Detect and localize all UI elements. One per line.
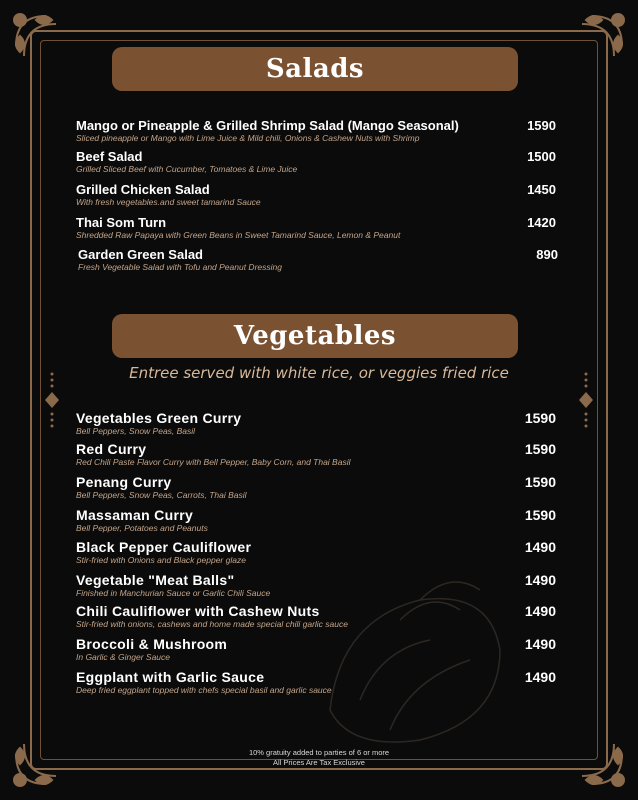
menu-item-price: 1490 — [524, 539, 556, 555]
salads-section-banner — [112, 47, 518, 91]
menu-item-price: 1590 — [524, 474, 556, 490]
menu-item-name: Thai Som Turn — [76, 215, 167, 230]
menu-item-price: 1490 — [524, 669, 556, 685]
corner-ornament-icon — [562, 6, 632, 76]
menu-item-name: Red Curry — [76, 441, 147, 457]
menu-item — [76, 182, 558, 208]
menu-item-name: Mango or Pineapple & Grilled Shrimp Salad (Mango Seasonal) — [76, 118, 459, 133]
menu-item — [76, 669, 558, 696]
menu-item-description: Bell Pepper, Potatoes and Peanuts — [76, 523, 208, 533]
menu-item-description: Finished in Manchurian Sauce or Garlic Chili Sauce — [76, 588, 271, 598]
menu-item-name: Grilled Chicken Salad — [76, 182, 210, 197]
menu-item — [78, 247, 560, 273]
menu-item-description: In Garlic & Ginger Sauce — [76, 652, 171, 662]
menu-item-price: 1590 — [527, 118, 556, 133]
menu-item-description: Stir-fried with onions, cashews and home made special chili garlic sauce — [76, 619, 348, 629]
menu-item-name: Eggplant with Garlic Sauce — [76, 669, 265, 685]
menu-item-price: 1590 — [524, 507, 556, 523]
menu-item-price: 1450 — [527, 182, 556, 197]
menu-item-description: Bell Peppers, Snow Peas, Basil — [76, 426, 196, 436]
menu-item — [76, 572, 558, 599]
menu-item-description: Red Chili Paste Flavor Curry with Bell Pepper, Baby Corn, and Thai Basil — [76, 457, 351, 467]
corner-ornament-icon — [6, 6, 76, 76]
menu-item-description: With fresh vegetables.and sweet tamarind Sauce — [76, 197, 261, 207]
menu-item-description: Stir-fried with Onions and Black pepper glaze — [76, 555, 246, 565]
menu-item-name: Garden Green Salad — [78, 247, 203, 262]
salads-section-title: Salads — [265, 54, 365, 84]
menu-item — [76, 410, 558, 437]
menu-item-name: Vegetables Green Curry — [76, 410, 242, 426]
menu-item-name: Chili Cauliflower with Cashew Nuts — [76, 603, 320, 619]
menu-item-description: Bell Peppers, Snow Peas, Carrots, Thai Basil — [76, 490, 247, 500]
menu-item-description: Shredded Raw Papaya with Green Beans in Sweet Tamarind Sauce, Lemon & Peanut — [76, 230, 401, 240]
menu-item-name: Beef Salad — [76, 149, 143, 164]
menu-item-description: Fresh Vegetable Salad with Tofu and Peanut Dressing — [78, 262, 282, 272]
menu-item-name: Black Pepper Cauliflower — [76, 539, 252, 555]
menu-item-name: Massaman Curry — [76, 507, 194, 523]
menu-item-price: 1490 — [524, 603, 556, 619]
menu-item-price: 1420 — [527, 215, 556, 230]
menu-item-name: Vegetable "Meat Balls" — [76, 572, 235, 588]
menu-item-name: Broccoli & Mushroom — [76, 636, 228, 652]
menu-item-description: Deep fried eggplant topped with chefs special basil and garlic sauce — [76, 685, 332, 695]
menu-item — [76, 149, 558, 175]
menu-item — [76, 118, 558, 144]
menu-item-price: 1500 — [527, 149, 556, 164]
menu-item-description: Grilled Sliced Beef with Cucumber, Tomatoes & Lime Juice — [76, 164, 298, 174]
menu-item-price: 1590 — [524, 441, 556, 457]
menu-item-name: Penang Curry — [76, 474, 172, 490]
menu-item — [76, 474, 558, 501]
vegetables-section-banner — [112, 314, 518, 358]
menu-item — [76, 215, 558, 241]
menu-item-price: 1590 — [524, 410, 556, 426]
menu-item — [76, 603, 558, 630]
vegetables-section-title: Vegetables — [233, 321, 397, 351]
menu-item-price: 1490 — [524, 636, 556, 652]
menu-item-price: 1490 — [524, 572, 556, 588]
tax-note: All Prices Are Tax Exclusive — [273, 758, 365, 767]
menu-item — [76, 441, 558, 468]
menu-item — [76, 539, 558, 566]
menu-item-price: 890 — [536, 247, 558, 262]
gratuity-note: 10% gratuity added to parties of 6 or more — [248, 748, 390, 757]
menu-item-description: Sliced pineapple or Mango with Lime Juice & Mild chili, Onions & Cashew Nuts with Shrimp — [76, 133, 420, 143]
menu-footer — [0, 748, 638, 768]
vegetables-section-note: Entree served with white rice, or veggies fried rice — [129, 364, 509, 382]
menu-item — [76, 507, 558, 534]
menu-item — [76, 636, 558, 663]
